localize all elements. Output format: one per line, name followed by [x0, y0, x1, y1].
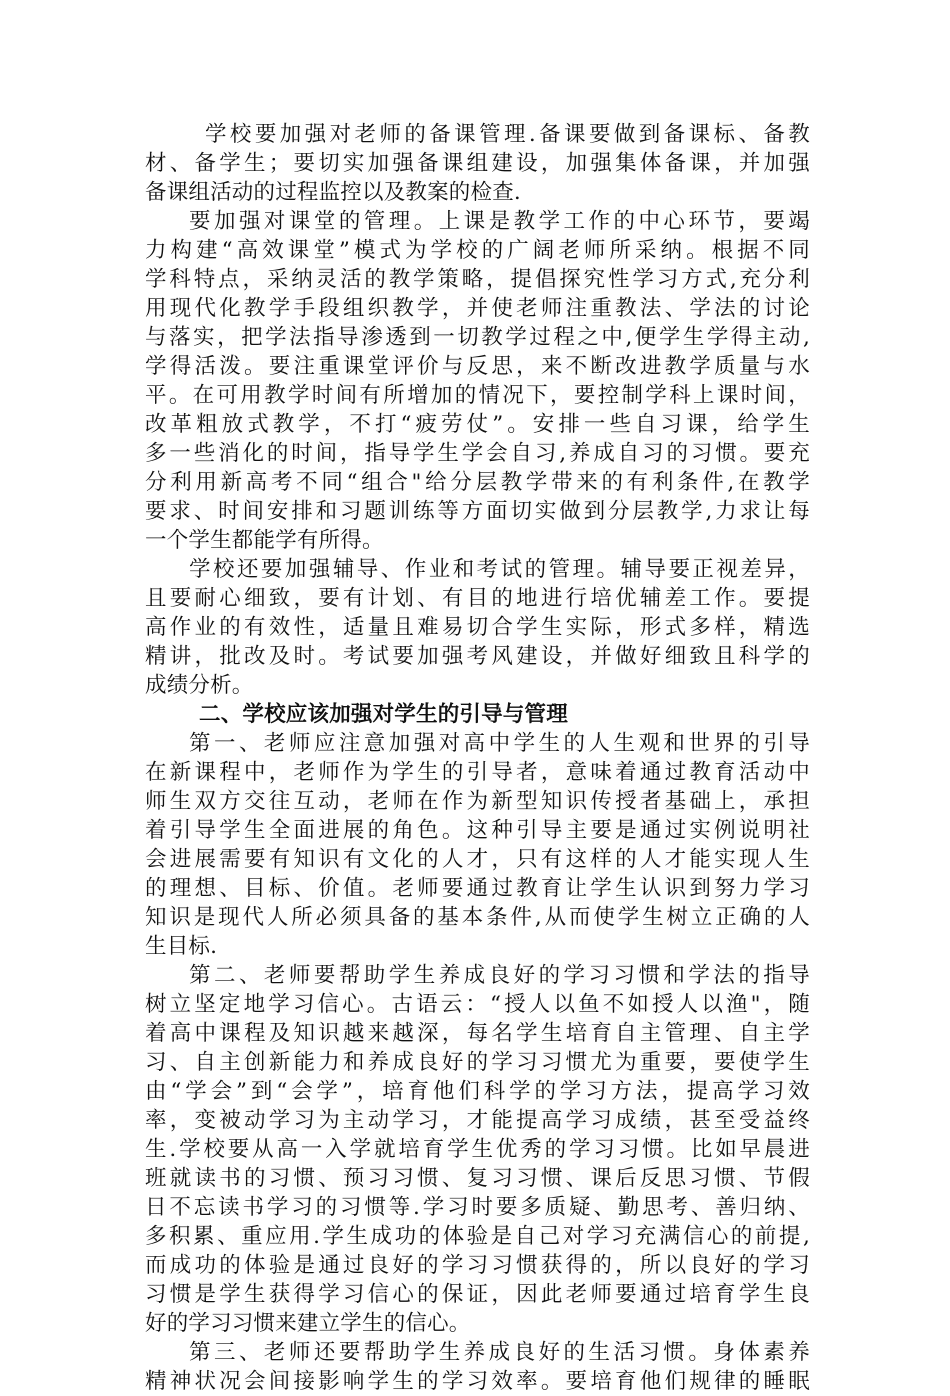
section-heading: 二、学校应该加强对学生的引导与管理	[199, 702, 568, 727]
text-line: 知识是现代人所必须具备的基本条件,从而使学生树立正确的人	[145, 905, 810, 930]
text-line: 材、备学生；要切实加强备课组建设，加强集体备课，并加强	[145, 151, 810, 176]
text-line: 分利用新高考不同“组合"给分层教学带来的有利条件,在教学	[145, 470, 810, 495]
text-line: 要求、时间安排和习题训练等方面切实做到分层教学,力求让每	[145, 499, 810, 524]
text-line: 多积累、重应用.学生成功的体验是自己对学习充满信心的前提,	[145, 1224, 810, 1249]
text-line: 备课组活动的过程监控以及教案的检查.	[145, 180, 521, 205]
text-line: 第三、老师还要帮助学生养成良好的生活习惯。身体素养	[189, 1340, 810, 1365]
text-line: 学科特点，采纳灵活的教学策略，提倡探究性学习方式,充分利	[145, 267, 810, 292]
text-line: 学得活泼。要注重课堂评价与反思，来不断改进教学质量与水	[145, 354, 810, 379]
text-line: 师生双方交往互动，老师在作为新型知识传授者基础上，承担	[145, 789, 810, 814]
text-line: 平。在可用教学时间有所增加的情况下，要控制学科上课时间，	[145, 383, 810, 408]
text-line: 用现代化教学手段组织教学，并使老师注重教法、学法的讨论	[145, 296, 810, 321]
text-line: 习惯是学生获得学习信心的保证，因此老师要通过培育学生良	[145, 1282, 810, 1307]
text-line: 日不忘读书学习的习惯等.学习时要多质疑、勤思考、善归纳、	[145, 1195, 810, 1220]
text-line: 力构建“高效课堂”模式为学校的广阔老师所采纳。根据不同	[145, 238, 810, 263]
text-line: 生.学校要从高一入学就培育学生优秀的学习习惯。比如早晨进	[145, 1137, 810, 1162]
text-line: 率，变被动学习为主动学习，才能提高学习成绩，甚至受益终	[145, 1108, 810, 1133]
text-line: 习、自主创新能力和养成良好的学习习惯尤为重要，要使学生	[145, 1050, 810, 1075]
text-line: 而成功的体验是通过良好的学习习惯获得的，所以良好的学习	[145, 1253, 810, 1278]
text-line: 着引导学生全面进展的角色。这种引导主要是通过实例说明社	[145, 818, 810, 843]
text-line: 改革粗放式教学，不打“疲劳仗”。安排一些自习课，给学生	[145, 412, 810, 437]
text-line: 在新课程中，老师作为学生的引导者，意味着通过教育活动中	[145, 760, 810, 785]
text-line: 班就读书的习惯、预习习惯、复习习惯、课后反思习惯、节假	[145, 1166, 810, 1191]
text-line: 高作业的有效性，适量且难易切合学生实际，形式多样，精选	[145, 615, 810, 640]
text-line: 好的学习习惯来建立学生的信心。	[145, 1311, 471, 1336]
text-line: 树立坚定地学习信心。古语云：“授人以鱼不如授人以渔"，随	[145, 992, 810, 1017]
text-line: 与落实，把学法指导渗透到一切教学过程之中,便学生学得主动,	[145, 325, 810, 350]
text-line: 第二、老师要帮助学生养成良好的学习习惯和学法的指导	[189, 963, 810, 988]
text-line: 着高中课程及知识越来越深，每名学生培育自主管理、自主学	[145, 1021, 810, 1046]
text-line: 精神状况会间接影响学生的学习效率。要培育他们规律的睡眠	[145, 1369, 810, 1394]
text-line: 一个学生都能学有所得。	[145, 528, 384, 553]
text-line: 由“学会”到“会学”，培育他们科学的学习方法，提高学习效	[145, 1079, 810, 1104]
text-line: 第一、老师应注意加强对高中学生的人生观和世界的引导	[189, 731, 810, 756]
document-page	[145, 120, 810, 1396]
text-line: 精讲，批改及时。考试要加强考风建设，并做好细致且科学的	[145, 644, 810, 669]
text-line: 要加强对课堂的管理。上课是教学工作的中心环节，要竭	[189, 209, 810, 234]
text-line: 成绩分析。	[145, 673, 254, 698]
text-line: 会进展需要有知识有文化的人才，只有这样的人才能实现人生	[145, 847, 810, 872]
text-line: 的理想、目标、价值。老师要通过教育让学生认识到努力学习	[145, 876, 810, 901]
text-line: 多一些消化的时间，指导学生学会自习,养成自习的习惯。要充	[145, 441, 810, 466]
text-line: 学校要加强对老师的备课管理.备课要做到备课标、备教	[205, 122, 810, 147]
text-line: 生目标.	[145, 934, 218, 959]
text-line: 且要耐心细致，要有计划、有目的地进行培优辅差工作。要提	[145, 586, 810, 611]
text-line: 学校还要加强辅导、作业和考试的管理。辅导要正视差异，	[189, 557, 810, 582]
